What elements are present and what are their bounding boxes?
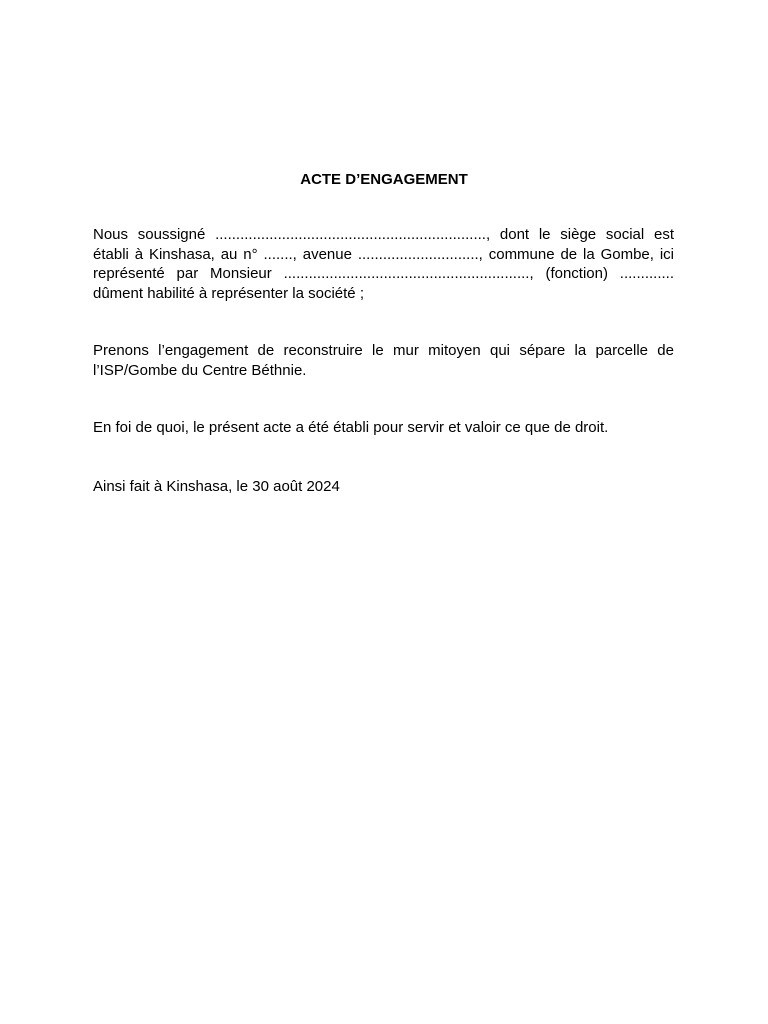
paragraph-undersigned: Nous soussigné ................................................................., dont le siège social est établi à Kinshasa, au n° ......., avenue ............................., commune de la Gombe, ici représenté par Monsieur ..........................................................., (fonction) ............. dûment habilité à représenter la société ; [93, 226, 674, 302]
paragraph-place-date: Ainsi fait à Kinshasa, le 30 août 2024 [93, 478, 340, 495]
document-title: ACTE D’ENGAGEMENT [300, 171, 468, 188]
paragraph-commitment: Prenons l’engagement de reconstruire le mur mitoyen qui sépare la parcelle de l’ISP/Gombe du Centre Béthnie. [93, 342, 674, 379]
paragraph-attestation: En foi de quoi, le présent acte a été établi pour servir et valoir ce que de droit. [93, 419, 609, 436]
